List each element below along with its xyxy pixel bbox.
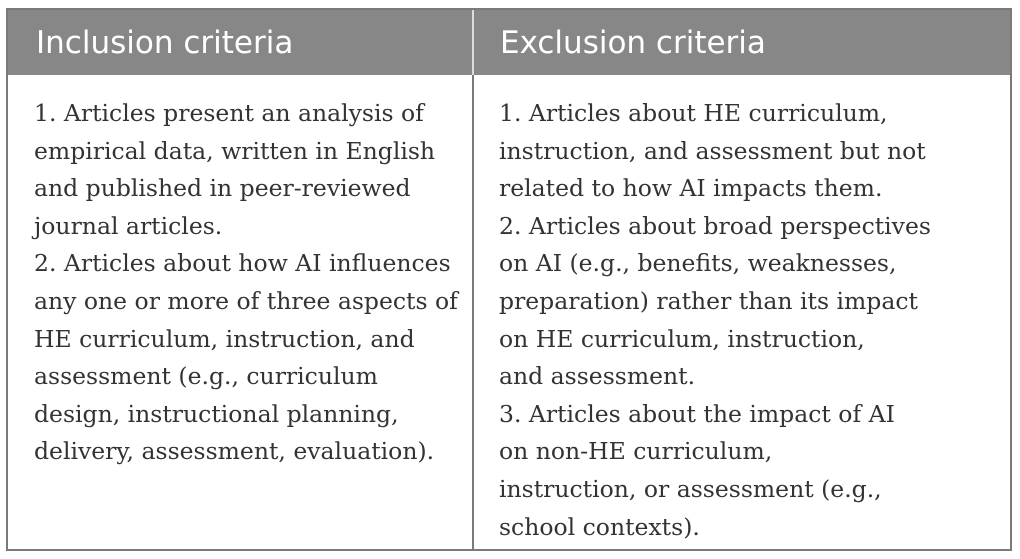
exclusion-line: instruction, or assessment (e.g., — [499, 474, 882, 503]
inclusion-line: 2. Articles about how AI influences — [34, 249, 451, 278]
exclusion-line: 2. Articles about broad perspectives — [499, 211, 931, 240]
exclusion-line: school contexts). — [499, 512, 700, 541]
exclusion-line: on non-HE curriculum, — [499, 437, 773, 466]
inclusion-line: delivery, assessment, evaluation). — [34, 437, 435, 466]
inclusion-line: assessment (e.g., curriculum — [34, 362, 378, 391]
inclusion-line: any one or more of three aspects of — [34, 286, 458, 315]
exclusion-line: instruction, and assessment but not — [499, 136, 926, 165]
exclusion-criteria-cell — [474, 75, 1010, 549]
criteria-table — [6, 8, 1012, 551]
inclusion-line: design, instructional planning, — [34, 399, 399, 428]
exclusion-line: on HE curriculum, instruction, — [499, 324, 865, 353]
exclusion-line: preparation) rather than its impact — [499, 286, 918, 315]
inclusion-line: HE curriculum, instruction, and — [34, 324, 415, 353]
inclusion-line: 1. Articles present an analysis of — [34, 99, 424, 127]
exclusion-line: 1. Articles about HE curriculum, — [499, 99, 888, 127]
exclusion-line: related to how AI impacts them. — [499, 174, 883, 203]
exclusion-line: and assessment. — [499, 362, 696, 391]
exclusion-criteria-header: Exclusion criteria — [500, 25, 766, 61]
inclusion-criteria-cell — [8, 75, 474, 549]
table-header — [8, 10, 1010, 75]
exclusion-line: 3. Articles about the impact of AI — [499, 399, 895, 428]
inclusion-line: journal articles. — [34, 211, 223, 240]
inclusion-criteria-header: Inclusion criteria — [8, 10, 474, 75]
table-body-row — [8, 75, 1010, 549]
inclusion-line: empirical data, written in English — [34, 136, 436, 165]
inclusion-line: and published in peer-reviewed — [34, 174, 411, 203]
exclusion-line: on AI (e.g., benefits, weaknesses, — [499, 249, 897, 278]
